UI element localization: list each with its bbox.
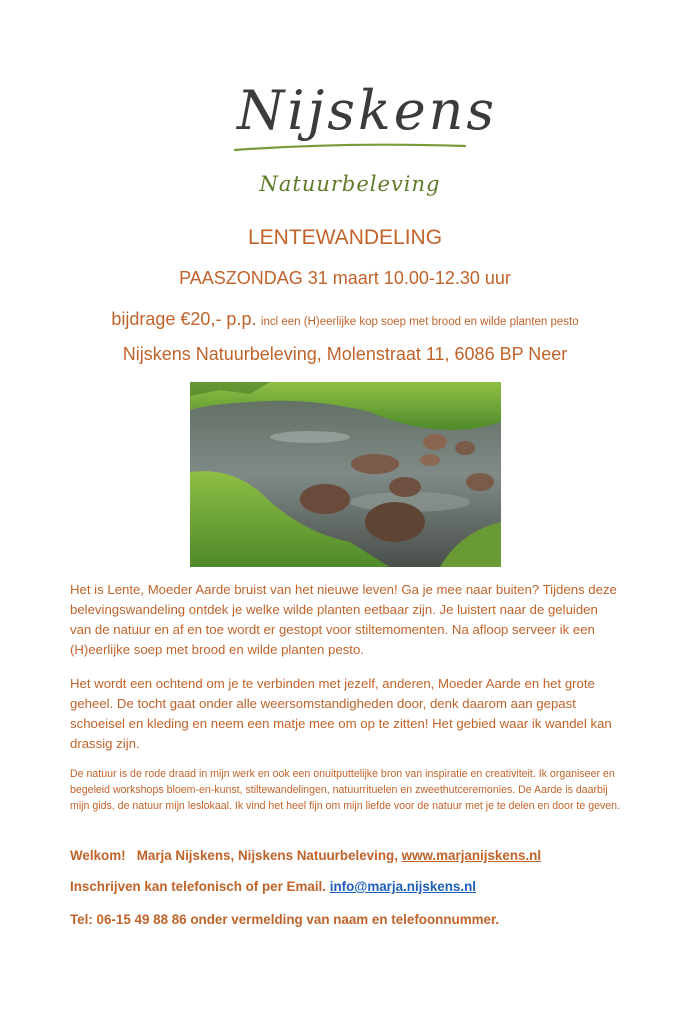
signup-line [70,879,630,894]
contribution-note: incl een (H)eerlijke kop soep met brood en wilde planten pesto [260,316,579,328]
website-link[interactable]: www.marjanijskens.nl [401,848,542,863]
welcome-text: Welkom! Marja Nijskens, Nijskens Natuurbeleving, [70,848,402,863]
phone-line: Tel: 06-15 49 88 86 onder vermelding van naam en telefoonnummer. [70,912,500,927]
logo [225,79,498,210]
details-paragraph: Het wordt een ochtend om je te verbinden met jezelf, anderen, Moeder Aarde en het grote geheel. De tocht gaat onder alle weersomstandigheden door, denk daarom aan gepast schoeisel en kleding en neem een matje mee om op te zitten! Het gebied waar ik wandel kan drassig zijn. [70,676,612,751]
logo-subtitle: Natuurbeleving [259,172,441,196]
about-paragraph: De natuur is de rode draad in mijn werk en ook een onuitputtelijke bron van inspiratie en creativiteit. Ik organiseer en begeleid workshops bloem-en-kunst, stiltewandelingen, natuurrituelen en zweethutceremonies. De Aarde is daarbij mijn gids, de natuur mijn leslokaal. Ik vind het heel fijn om mijn liefde voor de natuur met je te delen en door te geven. [70,768,621,812]
email-link[interactable]: info@marja.nijskens.nl [329,879,476,894]
contribution [0,309,690,330]
logo-swoosh [225,132,475,156]
event-title: LENTEWANDELING [247,226,443,249]
intro-paragraph: Het is Lente, Moeder Aarde bruist van het nieuwe leven! Ga je mee naar buiten? Tijdens deze belevingswandeling ontdek je welke wilde planten eetbaar zijn. Je luistert naar de geluiden van de natuur en af en toe wordt er gestopt voor stiltemomenten. Na afloop serveer ik een (H)eerlijke soep met brood en wilde planten pesto. [70,582,617,657]
nature-photo [190,382,501,567]
logo-name: Nijskens [237,79,498,142]
contribution-price: bijdrage €20,- p.p. [111,309,257,329]
signup-text: Inschrijven kan telefonisch of per Email. [70,879,330,894]
event-date: PAASZONDAG 31 maart 10.00-12.30 uur [179,268,511,288]
event-location: Nijskens Natuurbeleving, Molenstraat 11, 6086 BP Neer [122,344,568,364]
welcome-line [70,848,630,863]
